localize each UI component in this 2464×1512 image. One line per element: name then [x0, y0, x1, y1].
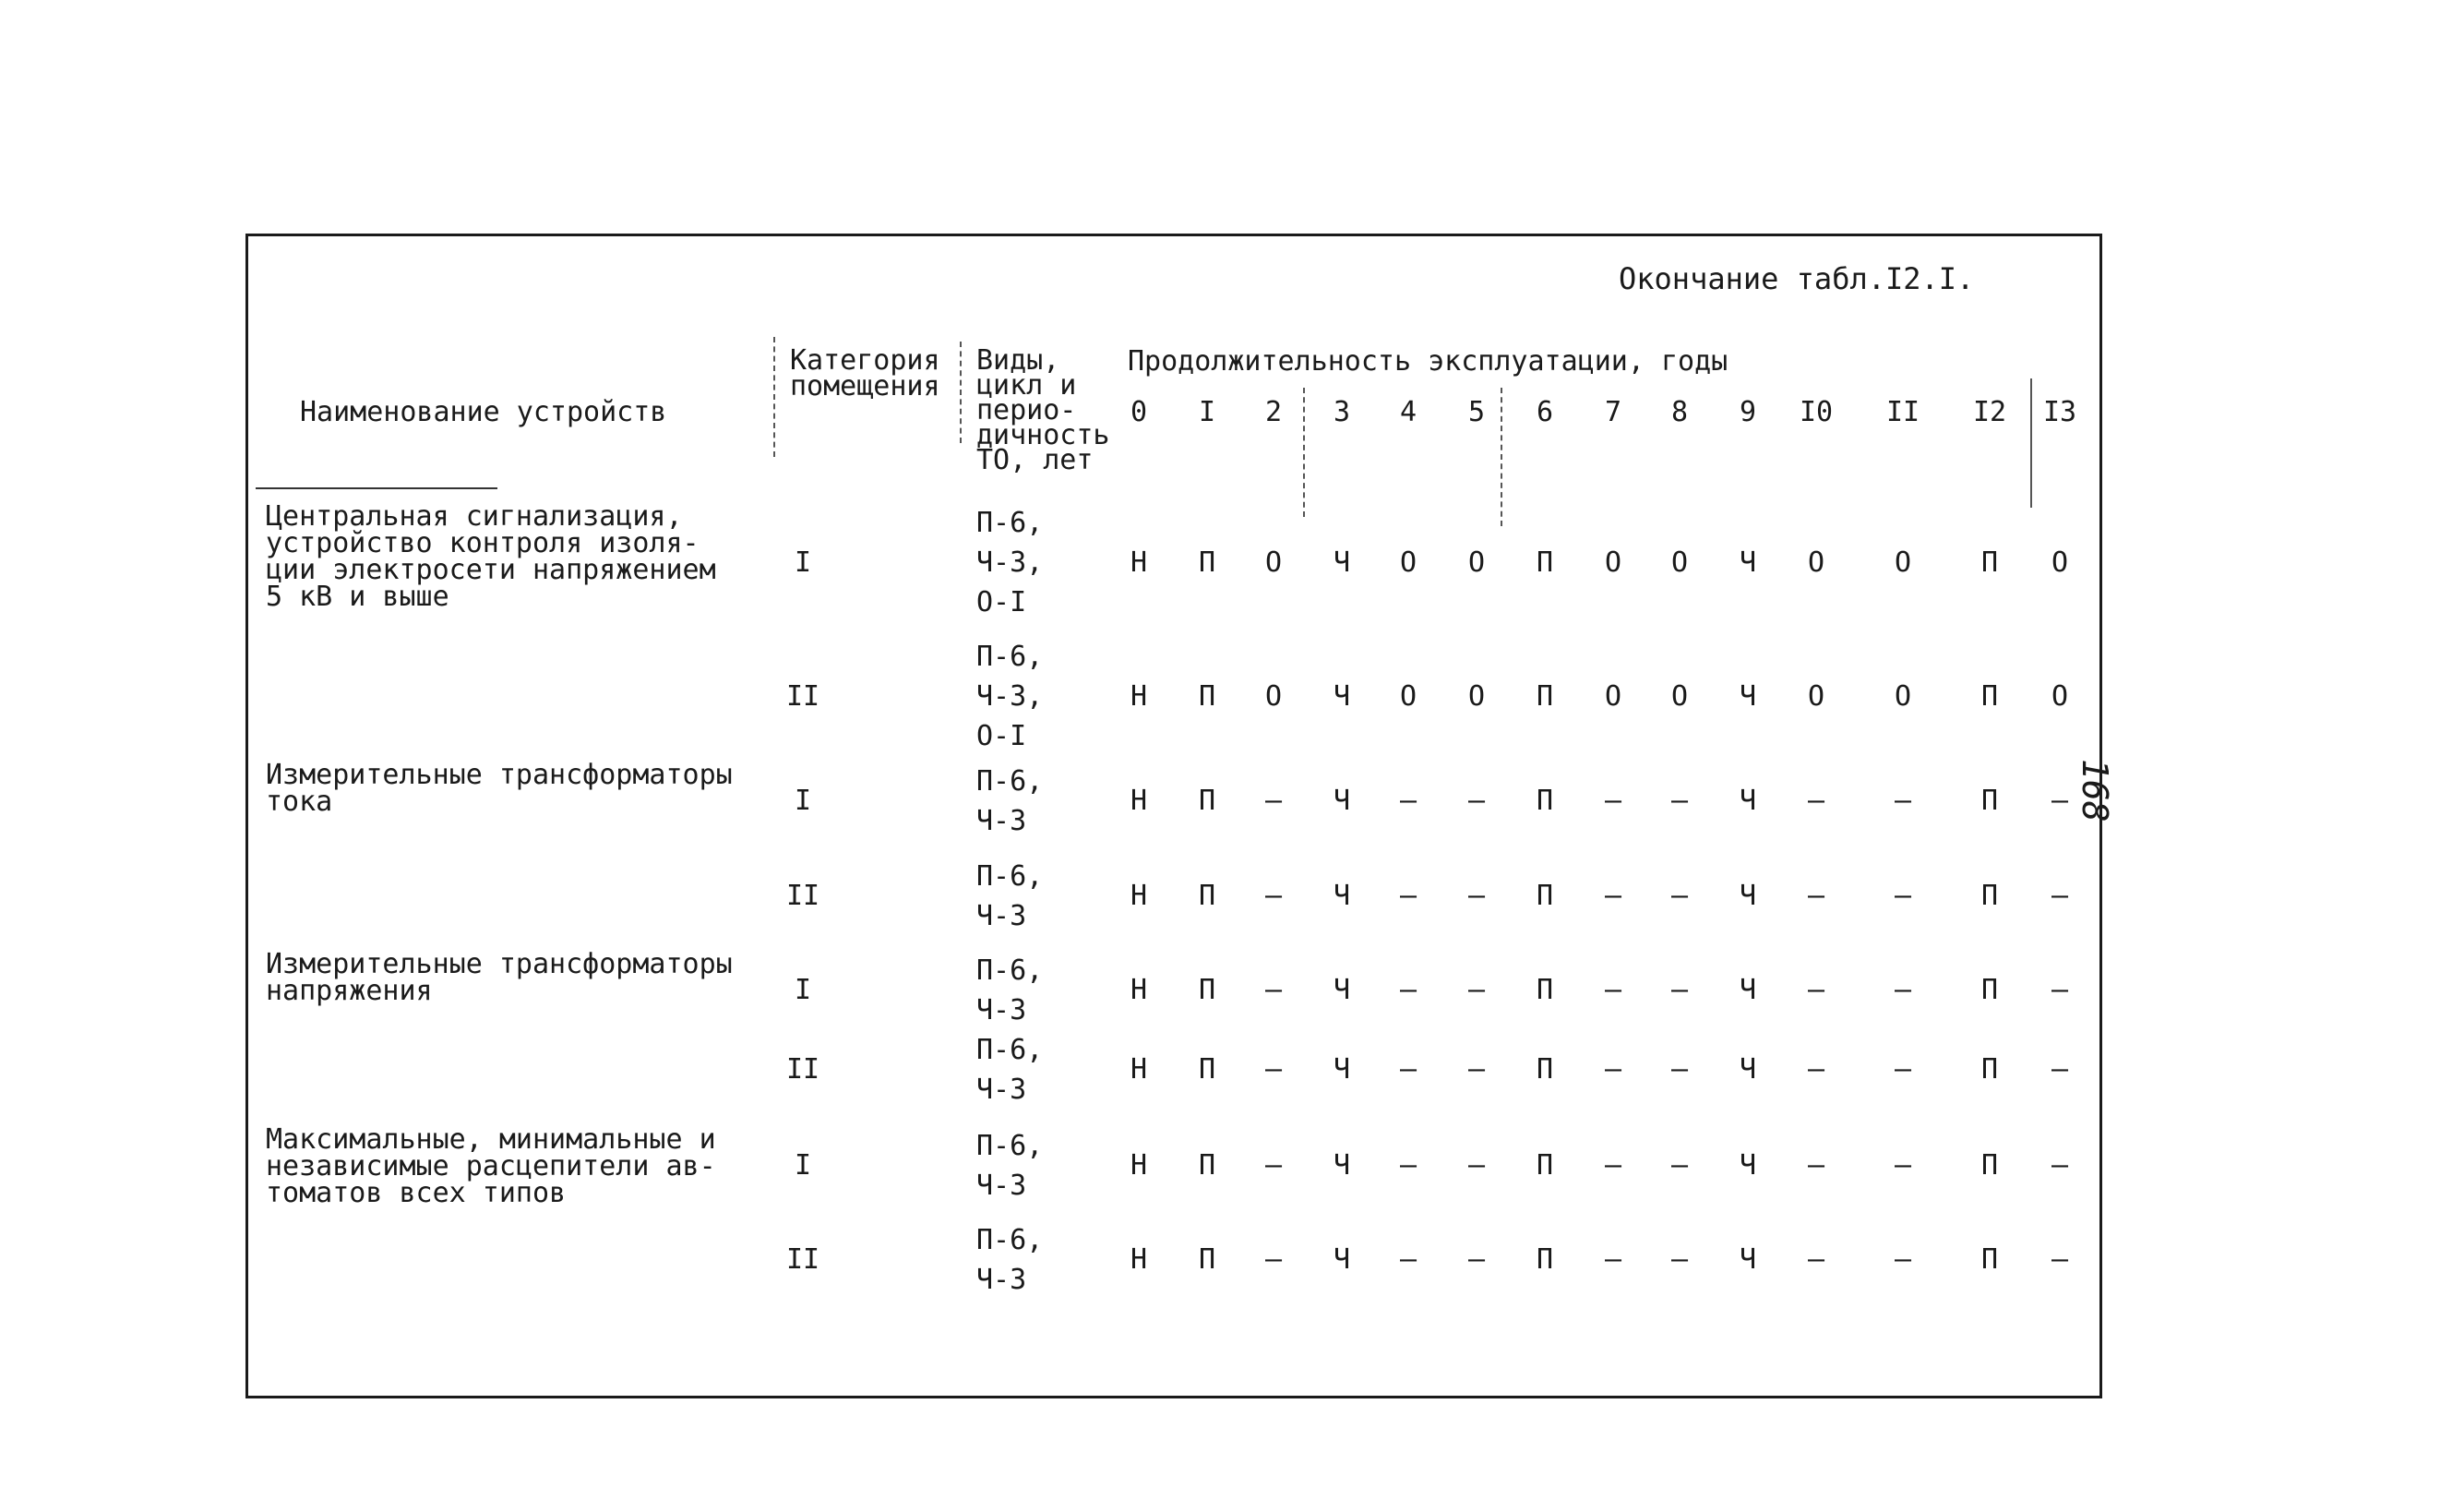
year-value-cell: – [1807, 1053, 1825, 1086]
year-value-cell: П [1980, 1053, 1999, 1086]
year-value-cell: – [1604, 880, 1622, 912]
year-header-cell: 4 [1399, 396, 1417, 428]
year-value-cell: Н [1130, 880, 1148, 912]
year-value-cell: О [1670, 546, 1689, 579]
year-value-cell: – [1604, 1053, 1622, 1086]
year-value-cell: П [1198, 1149, 1216, 1182]
year-value-cell: – [1467, 1053, 1486, 1086]
maintenance-types-cell: П-6, Ч-3 [976, 765, 1044, 837]
year-value-cell: Н [1130, 1149, 1148, 1182]
maintenance-types-cell: П-6, Ч-3 [976, 1130, 1044, 1202]
year-value-cell: П [1198, 546, 1216, 579]
year-value-cell: П [1980, 785, 1999, 817]
year-value-cell: Ч [1333, 546, 1351, 579]
year-value-cell: – [1894, 1243, 1912, 1276]
year-value-cell: – [1264, 1149, 1283, 1182]
year-value-cell: Ч [1333, 1053, 1351, 1086]
year-header-cell: 0 [1130, 396, 1148, 428]
page-number: 168 [2075, 759, 2115, 822]
year-value-cell: П [1198, 1243, 1216, 1276]
year-value-cell: П [1536, 974, 1554, 1006]
year-value-cell: П [1198, 1053, 1216, 1086]
year-value-cell: Ч [1739, 679, 1757, 713]
maintenance-types-cell: П-6, Ч-3, О-I [976, 507, 1044, 618]
year-value-cell: Н [1130, 974, 1148, 1006]
year-value-cell: – [1467, 974, 1486, 1006]
year-value-cell: – [1894, 974, 1912, 1006]
year-value-cell: – [1894, 785, 1912, 817]
year-value-cell: О [2051, 546, 2069, 579]
year-header-cell: 7 [1604, 396, 1622, 428]
year-value-cell: – [1670, 974, 1689, 1006]
maintenance-types-cell: П-6, Ч-3 [976, 860, 1044, 932]
year-value-cell: – [1670, 880, 1689, 912]
year-value-cell: О [1467, 679, 1486, 713]
room-category-cell: I [794, 974, 812, 1006]
header-room-category: Категория помещения [790, 344, 940, 402]
year-value-cell: – [2051, 880, 2069, 912]
year-value-cell: О [1467, 546, 1486, 579]
room-category-cell: I [794, 1149, 812, 1182]
year-value-cell: О [1264, 679, 1283, 713]
year-value-cell: Н [1130, 785, 1148, 817]
year-value-cell: – [1807, 1149, 1825, 1182]
year-value-cell: – [1894, 1149, 1912, 1182]
year-value-cell: – [1670, 785, 1689, 817]
year-value-cell: Ч [1739, 785, 1757, 817]
table-title: Окончание табл.I2.I. [1619, 261, 1975, 296]
year-value-cell: – [2051, 1149, 2069, 1182]
year-value-cell: Н [1130, 679, 1148, 713]
year-header-cell: 3 [1333, 396, 1351, 428]
year-value-cell: П [1536, 1053, 1554, 1086]
year-value-cell: Н [1130, 1053, 1148, 1086]
year-value-cell: О [1670, 679, 1689, 713]
year-value-cell: П [1536, 1243, 1554, 1276]
year-value-cell: – [1807, 1243, 1825, 1276]
device-name-cell: Центральная сигнализация, устройство контроля изоля- ции электросети напряжением 5 кВ и выше [266, 500, 716, 613]
maintenance-types-cell: П-6, Ч-3 [976, 1034, 1044, 1106]
device-name-cell: Измерительные трансформаторы напряжения [266, 948, 733, 1007]
year-value-cell: – [1807, 974, 1825, 1006]
header-types: Виды, цикл и перио- дичность ТО, лет [976, 344, 1110, 476]
year-value-cell: П [1980, 880, 1999, 912]
maintenance-types-cell: П-6, Ч-3 [976, 954, 1044, 1026]
year-value-cell: П [1980, 1243, 1999, 1276]
year-value-cell: О [1894, 546, 1912, 579]
year-value-cell: Ч [1739, 880, 1757, 912]
year-value-cell: – [1894, 880, 1912, 912]
year-value-cell: Ч [1739, 546, 1757, 579]
year-value-cell: Ч [1333, 679, 1351, 713]
room-category-cell: II [785, 880, 820, 912]
year-value-cell: П [1980, 974, 1999, 1006]
year-value-cell: – [2051, 1243, 2069, 1276]
year-header-cell: I [1198, 396, 1216, 428]
year-header-cell: 6 [1536, 396, 1554, 428]
room-category-cell: II [785, 679, 820, 713]
year-value-cell: – [1399, 974, 1417, 1006]
header-divider [1501, 388, 1502, 526]
year-value-cell: – [1604, 974, 1622, 1006]
device-name-cell: Максимальные, минимальные и независимые расцепители ав- томатов всех типов [266, 1123, 716, 1209]
year-value-cell: – [1467, 880, 1486, 912]
year-value-cell: О [1399, 679, 1417, 713]
year-value-cell: Ч [1739, 974, 1757, 1006]
year-value-cell: Ч [1739, 1243, 1757, 1276]
year-value-cell: – [1264, 785, 1283, 817]
year-value-cell: О [1264, 546, 1283, 579]
year-value-cell: – [1604, 1149, 1622, 1182]
room-category-cell: II [785, 1243, 820, 1276]
year-header-cell: 8 [1670, 396, 1689, 428]
year-value-cell: – [1807, 880, 1825, 912]
year-value-cell: – [1399, 1243, 1417, 1276]
year-value-cell: – [2051, 1053, 2069, 1086]
year-value-cell: П [1536, 1149, 1554, 1182]
year-value-cell: – [1467, 785, 1486, 817]
year-value-cell: О [2051, 679, 2069, 713]
maintenance-types-cell: П-6, Ч-3 [976, 1224, 1044, 1296]
year-header-cell: 2 [1264, 396, 1283, 428]
year-value-cell: – [2051, 785, 2069, 817]
year-value-cell: – [1399, 1149, 1417, 1182]
maintenance-types-cell: П-6, Ч-3, О-I [976, 641, 1044, 752]
header-divider [1303, 388, 1305, 517]
year-value-cell: Н [1130, 546, 1148, 579]
header-divider [2030, 378, 2032, 508]
year-header-cell: I3 [2042, 396, 2077, 428]
year-value-cell: Ч [1333, 785, 1351, 817]
year-header-cell: 5 [1467, 396, 1486, 428]
year-header-cell: 9 [1739, 396, 1757, 428]
year-value-cell: П [1198, 679, 1216, 713]
year-value-cell: О [1807, 679, 1825, 713]
room-category-cell: II [785, 1053, 820, 1086]
year-value-cell: П [1536, 546, 1554, 579]
header-divider [773, 337, 775, 457]
year-value-cell: П [1198, 880, 1216, 912]
header-underline [256, 487, 497, 489]
year-value-cell: Ч [1333, 974, 1351, 1006]
year-value-cell: – [1399, 1053, 1417, 1086]
year-value-cell: – [1399, 880, 1417, 912]
year-value-cell: О [1399, 546, 1417, 579]
year-value-cell: – [1670, 1243, 1689, 1276]
year-value-cell: О [1604, 546, 1622, 579]
year-value-cell: П [1980, 1149, 1999, 1182]
year-value-cell: Ч [1333, 880, 1351, 912]
year-value-cell: – [1399, 785, 1417, 817]
year-value-cell: О [1604, 679, 1622, 713]
year-header-cell: II [1885, 396, 1920, 428]
header-device-name: Наименование устройств [300, 396, 667, 428]
year-value-cell: П [1198, 785, 1216, 817]
year-value-cell: О [1894, 679, 1912, 713]
year-value-cell: Ч [1333, 1243, 1351, 1276]
year-value-cell: – [1264, 880, 1283, 912]
year-value-cell: О [1807, 546, 1825, 579]
header-duration: Продолжительность эксплуатации, годы [1128, 345, 1728, 378]
year-value-cell: – [2051, 974, 2069, 1006]
year-value-cell: Ч [1333, 1149, 1351, 1182]
year-value-cell: П [1980, 546, 1999, 579]
room-category-cell: I [794, 785, 812, 817]
year-value-cell: – [1670, 1053, 1689, 1086]
device-name-cell: Измерительные трансформаторы тока [266, 759, 733, 818]
year-value-cell: Н [1130, 1243, 1148, 1276]
year-value-cell: Ч [1739, 1053, 1757, 1086]
year-header-cell: I0 [1799, 396, 1834, 428]
year-value-cell: – [1264, 1053, 1283, 1086]
year-value-cell: – [1894, 1053, 1912, 1086]
year-value-cell: – [1604, 785, 1622, 817]
header-divider [960, 342, 962, 443]
year-value-cell: П [1536, 679, 1554, 713]
year-value-cell: П [1198, 974, 1216, 1006]
year-value-cell: – [1467, 1243, 1486, 1276]
year-value-cell: – [1670, 1149, 1689, 1182]
year-value-cell: П [1980, 679, 1999, 713]
year-value-cell: – [1467, 1149, 1486, 1182]
year-value-cell: – [1604, 1243, 1622, 1276]
year-value-cell: – [1264, 974, 1283, 1006]
year-value-cell: – [1807, 785, 1825, 817]
year-header-cell: I2 [1972, 396, 2007, 428]
year-value-cell: Ч [1739, 1149, 1757, 1182]
year-value-cell: П [1536, 880, 1554, 912]
year-value-cell: – [1264, 1243, 1283, 1276]
year-value-cell: П [1536, 785, 1554, 817]
room-category-cell: I [794, 546, 812, 579]
